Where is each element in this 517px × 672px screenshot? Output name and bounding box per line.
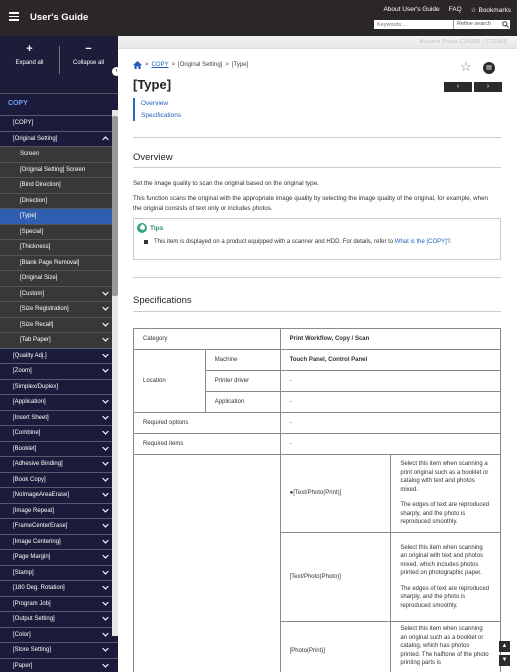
sidebar-item-label: [Special] <box>20 228 44 235</box>
sidebar-item-label: [Tab Paper] <box>20 337 51 343</box>
expand-all-button[interactable]: + Expand all <box>0 44 59 66</box>
product-banner <box>118 36 517 49</box>
sidebar-item-label: [180 Deg. Rotation] <box>13 585 65 591</box>
sidebar-item[interactable] <box>0 177 118 193</box>
sidebar-item-label: [Simplex/Duplex] <box>13 383 59 390</box>
prev-page-button[interactable] <box>444 82 472 92</box>
chevron-down-icon[interactable] <box>102 643 109 659</box>
home-icon[interactable] <box>133 61 142 69</box>
scroll-down-button[interactable] <box>499 655 510 666</box>
sidebar-item-label: [Book Copy] <box>13 476 46 483</box>
chevron-down-icon[interactable] <box>102 473 109 489</box>
sidebar-item[interactable] <box>0 286 118 302</box>
sidebar-item[interactable] <box>0 472 118 488</box>
chevron-up-icon: ▲ <box>501 643 508 649</box>
sidebar-item[interactable] <box>0 518 118 534</box>
sidebar-item-label: [Thickness] <box>20 244 51 250</box>
sidebar-item[interactable] <box>0 146 118 162</box>
chevron-down-icon[interactable] <box>102 411 109 427</box>
sidebar-item[interactable] <box>0 441 118 457</box>
sidebar-item-label: [Blank Page Removal] <box>20 259 80 266</box>
sidebar-item[interactable] <box>0 332 118 348</box>
table-cell: - <box>280 392 500 413</box>
sidebar-item[interactable] <box>0 611 118 627</box>
sidebar-item-label: Screen <box>20 151 40 157</box>
sidebar-item-label: [Application] <box>13 399 46 405</box>
sidebar-item[interactable] <box>0 425 118 441</box>
chevron-down-icon[interactable] <box>102 457 109 473</box>
sidebar-item-label: [Adhesive Binding] <box>13 461 63 467</box>
sidebar-item-label: [Original Setting] <box>13 135 58 142</box>
sidebar-item[interactable] <box>0 534 118 550</box>
search-bar <box>374 20 510 29</box>
sidebar-nav <box>0 115 118 672</box>
sidebar-item-label: [COPY] <box>13 120 34 126</box>
chevron-down-icon: ▼ <box>501 657 508 663</box>
option-description: Select this item when scanning a print original such as a booklet or catalog with text and photos mixed. The edges of text are reproduced sharply, and the photo is reproduced smoothly. <box>391 455 501 533</box>
tips-header: Tips <box>137 223 163 233</box>
sidebar-item-label: [FrameCenterErase] <box>13 523 68 529</box>
sidebar-item-label: [Paper] <box>13 662 33 669</box>
chevron-down-icon[interactable] <box>102 287 109 303</box>
collapse-sidebar-icon[interactable]: ‹ <box>112 67 121 76</box>
tips-box <box>133 218 501 260</box>
sidebar-item[interactable] <box>0 363 118 379</box>
what-is-copy-link[interactable]: What is the [COPY]? <box>394 239 451 245</box>
next-page-button[interactable] <box>474 82 502 92</box>
option-name: [Text/Photo(Photo)] <box>280 533 391 622</box>
sidebar-item-label: [Original Setting] Screen <box>20 166 86 173</box>
chevron-down-icon[interactable] <box>102 504 109 520</box>
about-link[interactable]: About User's Guide <box>383 6 440 13</box>
sidebar-item-label: [Combine] <box>13 430 41 436</box>
sidebar <box>0 36 118 672</box>
chevron-down-icon[interactable] <box>102 628 109 644</box>
menu-icon[interactable] <box>9 12 19 21</box>
sidebar-item[interactable] <box>0 162 118 178</box>
breadcrumb-original[interactable]: [Original Setting] <box>178 62 223 68</box>
table-row <box>134 329 501 350</box>
table-cell: Printer driver <box>205 371 280 392</box>
toc-overview-link[interactable]: Overview <box>141 100 169 107</box>
toc-specifications-link[interactable]: Specifications <box>141 111 182 119</box>
sidebar-item-label: [Stamp] <box>13 569 34 576</box>
search-button[interactable] <box>501 20 510 29</box>
sidebar-item[interactable] <box>0 565 118 581</box>
sidebar-item-label: [Color] <box>13 631 31 638</box>
banner-text: Accurio Press C14000 / C12000 <box>419 39 507 45</box>
sidebar-item-label: [Booklet] <box>13 445 37 452</box>
app-title: User's Guide <box>30 12 89 23</box>
expand-collapse-bar <box>0 36 118 93</box>
sidebar-item[interactable] <box>0 301 118 317</box>
sidebar-item[interactable] <box>0 503 118 519</box>
bookmarks-label: Bookmarks <box>478 6 511 14</box>
print-icon[interactable]: ▤ <box>483 62 495 74</box>
sidebar-item[interactable] <box>0 456 118 472</box>
plus-icon: + <box>26 43 33 55</box>
sidebar-item[interactable] <box>0 115 118 131</box>
table-cell: Location <box>134 350 206 413</box>
sidebar-item[interactable] <box>0 224 118 240</box>
sidebar-item[interactable] <box>0 270 118 286</box>
chevron-down-icon[interactable] <box>102 349 109 365</box>
sidebar-item[interactable] <box>0 642 118 658</box>
option-description: Select this item when scanning an original with text and photos mixed, which includes photos printed on photographic paper. The edges of text are reproduced sharply, and the photo is reproduced smoothly. <box>391 533 501 622</box>
refine-search-link[interactable]: Refine search <box>453 20 501 29</box>
breadcrumb-copy[interactable]: COPY <box>151 62 169 68</box>
sidebar-item-label: [Direction] <box>20 197 48 204</box>
option-name: ●[Text/Photo(Print)] <box>280 455 391 533</box>
chevron-down-icon[interactable] <box>102 442 109 458</box>
chevron-down-icon[interactable] <box>102 597 109 613</box>
chevron-down-icon[interactable] <box>102 488 109 504</box>
scroll-up-button[interactable] <box>499 641 510 652</box>
sidebar-item-label: [Custom] <box>20 290 45 297</box>
chevron-down-icon[interactable] <box>102 659 109 672</box>
sidebar-item-label: [NoImageAreaErase] <box>13 492 70 498</box>
sidebar-item[interactable] <box>0 255 118 271</box>
faq-link[interactable]: FAQ <box>448 6 462 13</box>
bullet <box>144 240 148 244</box>
bookmarks-link[interactable] <box>471 6 511 14</box>
chevron-down-icon[interactable] <box>102 395 109 411</box>
table-cell: - <box>280 434 500 455</box>
overview-heading: Overview <box>133 152 173 163</box>
chevron-up-icon[interactable] <box>102 132 109 148</box>
sidebar-item[interactable] <box>0 596 118 612</box>
overview-paragraph-2: This function scans the original with the appropriate image quality by selecting the image quality of the original, for example, when the original consists of text only or includes photos. <box>133 195 488 212</box>
table-cell: Application <box>205 392 280 413</box>
sidebar-item-label: [Image Repeat] <box>13 507 55 514</box>
sidebar-item[interactable] <box>0 379 118 395</box>
sidebar-item-label: [Zoom] <box>13 368 32 374</box>
sidebar-item[interactable] <box>0 317 118 333</box>
sidebar-item[interactable] <box>0 487 118 503</box>
sidebar-item-label: [Page Margin] <box>13 554 51 560</box>
sidebar-item[interactable] <box>0 208 118 224</box>
sidebar-item-label: [Size Recall] <box>20 321 54 328</box>
chevron-down-icon[interactable] <box>102 535 109 551</box>
table-cell: Touch Panel, Control Panel <box>280 350 500 371</box>
sidebar-item[interactable] <box>0 348 118 364</box>
table-cell: Category <box>134 329 281 350</box>
breadcrumb: > COPY > [Original Setting] > [Type] <box>133 61 248 69</box>
chevron-down-icon[interactable] <box>102 519 109 535</box>
table-row <box>134 413 501 434</box>
sidebar-item-label: [Output Setting] <box>13 616 55 622</box>
chevron-down-icon[interactable] <box>102 333 109 349</box>
table-row <box>134 350 501 371</box>
table-row <box>134 434 501 455</box>
table-cell: - <box>280 413 500 434</box>
chevron-down-icon[interactable] <box>102 318 109 334</box>
page-title: [Type] <box>133 77 172 92</box>
star-icon: ☆ <box>470 7 477 14</box>
sidebar-item[interactable] <box>0 658 118 672</box>
collapse-all-button[interactable]: − Collapse all <box>59 44 118 66</box>
table-cell: Required items <box>134 434 281 455</box>
table-row <box>134 455 501 533</box>
sidebar-item[interactable] <box>0 394 118 410</box>
section-divider <box>133 167 501 168</box>
sidebar-item[interactable] <box>0 410 118 426</box>
chevron-down-icon[interactable] <box>102 566 109 582</box>
sidebar-item-label: [Type] <box>20 213 37 219</box>
table-cell <box>134 455 281 672</box>
sidebar-item[interactable] <box>0 239 118 255</box>
sidebar-item-label: [Quality Adj.] <box>13 352 47 359</box>
sidebar-item[interactable] <box>0 549 118 565</box>
tips-icon <box>137 223 147 233</box>
table-cell: Required options <box>134 413 281 434</box>
chevron-left-icon: ‹ <box>456 83 460 90</box>
overview-paragraph-1: Set the image quality to scan the original based on the original type. <box>133 180 319 187</box>
chevron-down-icon[interactable] <box>102 426 109 442</box>
chevron-down-icon[interactable] <box>102 581 109 597</box>
sidebar-item-label: [Store Setting] <box>13 647 52 653</box>
sidebar-item[interactable] <box>0 627 118 643</box>
sidebar-item[interactable] <box>0 580 118 596</box>
option-description: Select this item when scanning an original such as a booklet or catalog, which has photos printed. The halftone of the photo printing parts is <box>391 622 501 672</box>
sidebar-item-label: [Insert Sheet] <box>13 414 49 421</box>
table-cell: Machine <box>205 350 280 371</box>
chevron-down-icon[interactable] <box>102 302 109 318</box>
chevron-down-icon[interactable] <box>102 612 109 628</box>
chevron-right-icon: › <box>486 83 490 90</box>
minus-icon: − <box>85 43 92 55</box>
sidebar-item-label: [Original Size] <box>20 275 58 281</box>
sidebar-item-label: [Image Centering] <box>13 538 61 545</box>
bookmark-star-icon[interactable]: ☆ <box>460 59 472 74</box>
top-header <box>0 0 517 36</box>
breadcrumb-current: [Type] <box>231 62 249 68</box>
sidebar-item-label: [Program Job] <box>13 600 51 607</box>
sidebar-section-title[interactable]: COPY <box>0 93 118 115</box>
table-cell: Print Workflow, Copy / Scan <box>280 329 500 350</box>
section-divider <box>133 311 501 312</box>
section-divider <box>133 137 501 138</box>
specifications-table <box>133 328 501 672</box>
main-content <box>118 36 517 672</box>
sidebar-item-label: [Size Registration] <box>20 306 69 312</box>
sidebar-item-label: [Bind Direction] <box>20 182 61 188</box>
search-input[interactable] <box>374 20 453 29</box>
specifications-heading: Specifications <box>133 295 192 306</box>
chevron-down-icon[interactable] <box>102 550 109 566</box>
option-name: [Photo(Print)] <box>280 622 391 672</box>
chevron-down-icon[interactable] <box>102 364 109 380</box>
section-divider <box>133 277 501 278</box>
top-links <box>383 6 511 14</box>
tips-text: This item is displayed on a product equipped with a scanner and HDD. For details, refer to What is the [COPY]?. <box>154 238 494 247</box>
table-of-contents <box>133 98 181 121</box>
search-icon <box>502 21 509 28</box>
sidebar-item[interactable] <box>0 193 118 209</box>
sidebar-item[interactable] <box>0 131 118 147</box>
table-cell: - <box>280 371 500 392</box>
